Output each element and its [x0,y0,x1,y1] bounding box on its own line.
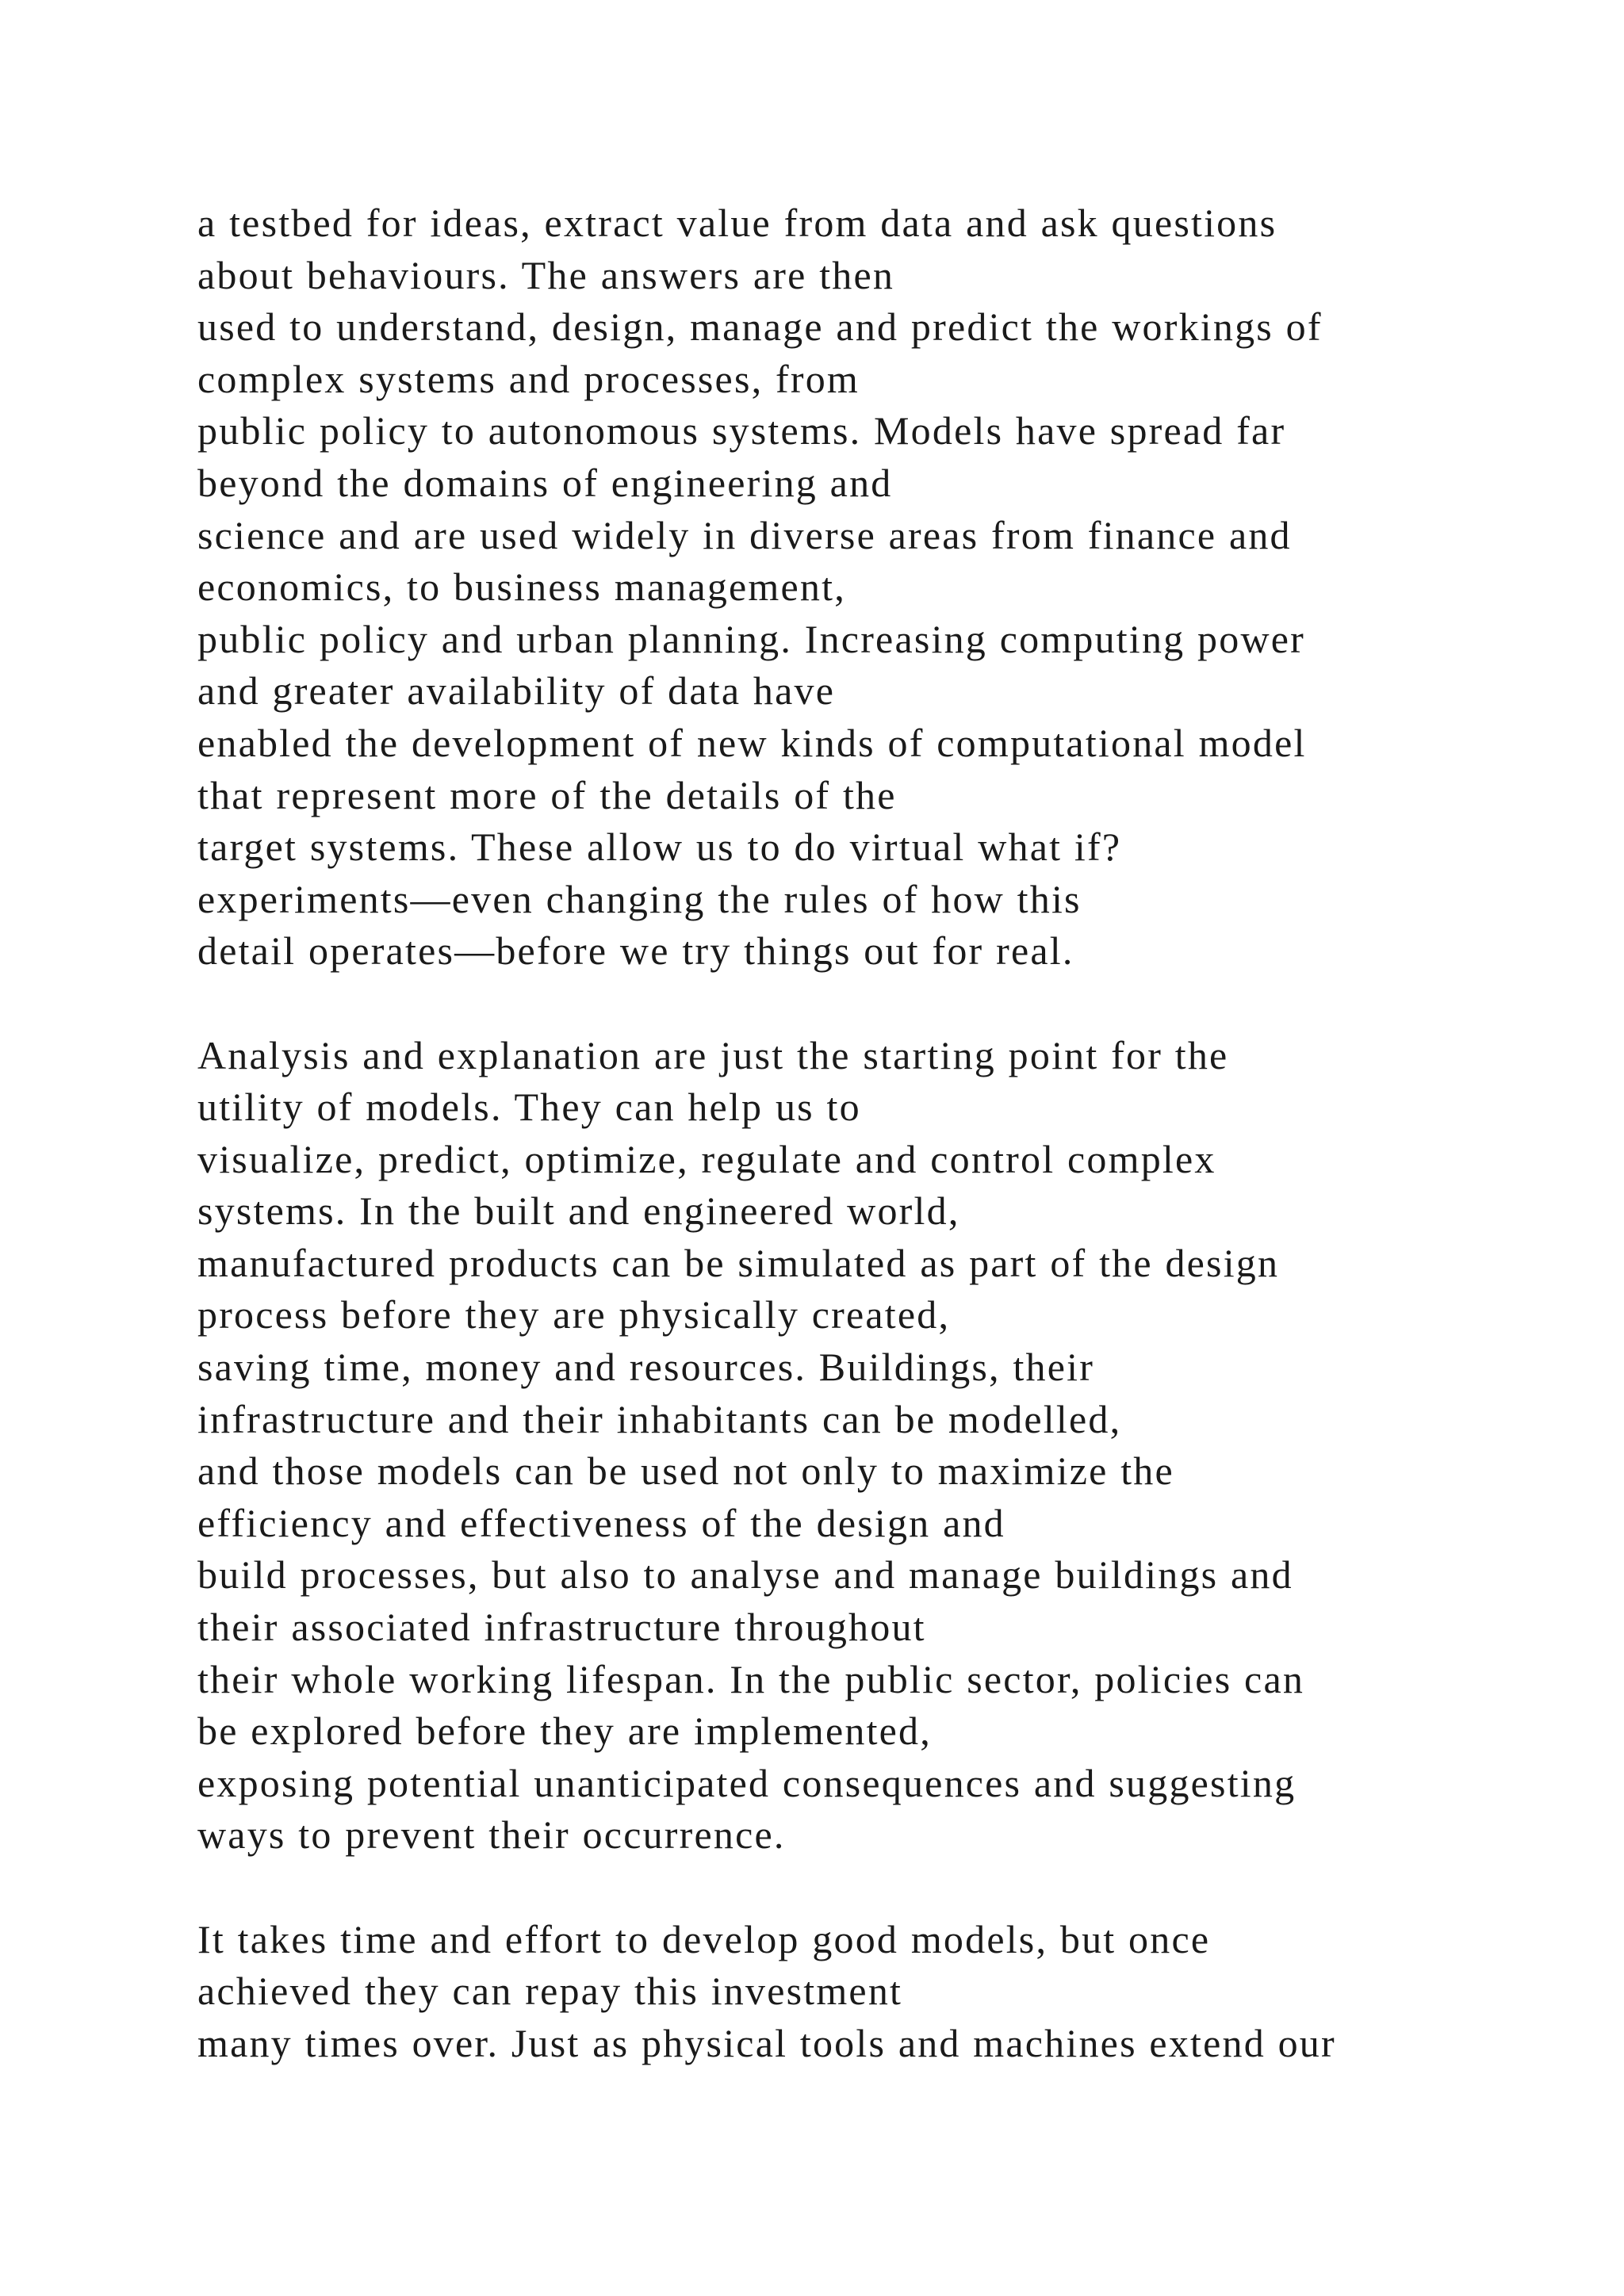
text-line: infrastructure and their inhabitants can be modelled, [197,1396,1122,1441]
text-line: used to understand, design, manage and predict the workings of [197,304,1323,350]
document-body [197,197,1609,2069]
text-line: visualize, predict, optimize, regulate and control complex [197,1136,1216,1181]
paragraph-spacer [197,978,1609,1030]
text-line: public policy to autonomous systems. Models have spread far [197,408,1286,453]
text-line: enabled the development of new kinds of computational model [197,720,1307,765]
paragraph-spacer [197,1862,1609,1914]
text-line: complex systems and processes, from [197,356,860,401]
text-line: It takes time and effort to develop good models, but once [197,1916,1211,1961]
text-line: ways to prevent their occurrence. [197,1812,786,1858]
text-line: economics, to business management, [197,564,846,610]
text-line: process before they are physically created, [197,1292,951,1337]
paragraph-3 [197,1914,1609,2070]
text-line: build processes, but also to analyse and manage buildings and [197,1552,1293,1598]
text-line: science and are used widely in diverse areas from finance and [197,512,1292,557]
text-line: be explored before they are implemented, [197,1709,932,1754]
text-line: utility of models. They can help us to [197,1085,861,1130]
text-line: about behaviours. The answers are then [197,252,895,297]
text-line: Analysis and explanation are just the starting point for the [197,1032,1229,1077]
text-line: exposing potential unanticipated consequences and suggesting [197,1760,1297,1805]
paragraph-1 [197,197,1609,978]
text-line: detail operates—before we try things out for real. [197,928,1074,974]
text-line: and greater availability of data have [197,668,836,714]
text-line: their whole working lifespan. In the public sector, policies can [197,1656,1305,1701]
text-line: achieved they can repay this investment [197,1969,903,2014]
text-line: and those models can be used not only to maximize the [197,1448,1174,1494]
text-line: saving time, money and resources. Buildings, their [197,1345,1095,1390]
paragraph-2 [197,1030,1609,1862]
text-line: beyond the domains of engineering and [197,460,893,505]
text-line: systems. In the built and engineered world, [197,1188,960,1234]
text-line: their associated infrastructure throughout [197,1605,926,1650]
text-line: public policy and urban planning. Increasing computing power [197,616,1306,661]
text-line: a testbed for ideas, extract value from data and ask questions [197,201,1277,245]
text-line: experiments—even changing the rules of how this [197,876,1082,921]
text-line: that represent more of the details of the [197,772,897,817]
text-line: manufactured products can be simulated as part of the design [197,1240,1280,1285]
text-line: efficiency and effectiveness of the design and [197,1500,1005,1545]
text-line: target systems. These allow us to do virtual what if? [197,825,1122,870]
text-line: many times over. Just as physical tools and machines extend our [197,2020,1336,2065]
